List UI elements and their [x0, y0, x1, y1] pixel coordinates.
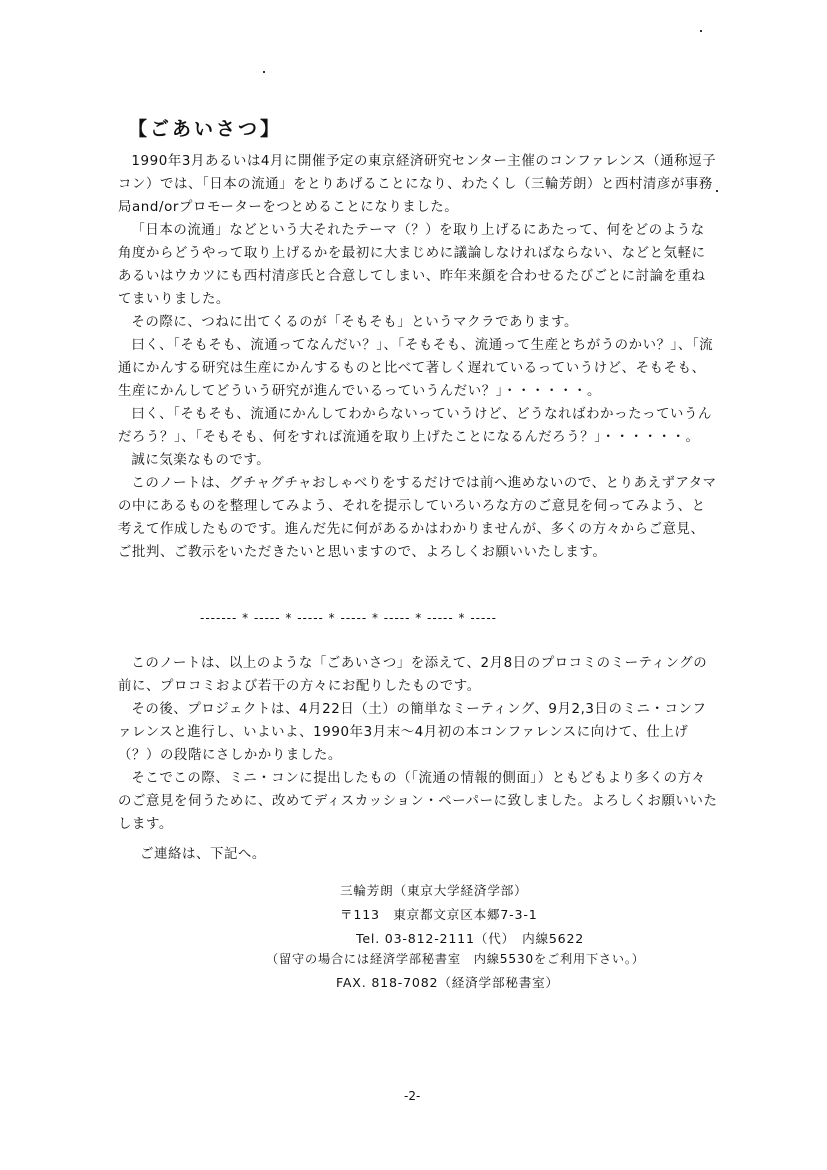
note-paragraph: このノートは、以上のような「ごあいさつ」を添えて、2月8日のプロコミのミーティングの前に、プロコミおよび若干の方々にお配りしたものです。	[118, 656, 708, 694]
greeting-body	[118, 150, 718, 564]
page-number: -2-	[404, 1089, 421, 1103]
contact-lead: ご連絡は、下記へ。	[140, 847, 266, 862]
contact-name: 三輪芳朗（東京大学経済学部）	[340, 883, 528, 898]
scan-speck	[700, 30, 702, 32]
intro-paragraph: 1990年3月あるいは4月に開催予定の東京経済研究センター主催のコンファレンス（通称逗子コン）では、「日本の流通」をとりあげることになり、わたくし（三輪芳朗）と西村清彦が事務局and/orプロモーターをつとめることになりました。	[118, 154, 717, 215]
note-paragraph: その後、プロジェクトは、4月22日（土）の簡単なミーティング、9月2,3日のミニ・コンファレンスと進行し、いよいよ、1990年3月末～4月初の本コンファレンスに向けて、仕上げ（？）の段階にさしかかりました。	[118, 702, 707, 763]
intro-paragraph: このノートは、グチャグチャおしゃべりをするだけでは前へ進めないので、とりあえずアタマの中にあるものを整理してみよう、それを提示していろいろな方のご意見を伺ってみよう、と考えて作成したものです。進んだ先に何があるかはわかりませんが、多くの方々からご意見、ご批判、ご教示をいただきたいと思いますので、よろしくお願いいたします。	[118, 476, 717, 560]
intro-paragraph: その際に、つねに出てくるのが「そもそも」というマクラであります。	[131, 315, 579, 330]
note-paragraph: そこでこの際、ミニ・コンに提出したもの（「流通の情報的側面」）ともどもより多くの方々のご意見を伺うために、改めてディスカッション・ペーパーに致しました。よろしくお願いいたします。	[118, 771, 718, 832]
contact-tel: Tel. 03-812-2111（代） 内線5622	[356, 931, 585, 946]
section-separator: ------- * ----- * ----- * ----- * ----- * ----- * -----	[200, 611, 497, 625]
intro-paragraph: 「日本の流通」などという大それたテーマ（？）を取り上げるにあたって、何をどのような角度からどうやって取り上げるかを最初に大まじめに議論しなければならない、などと気軽にあるいはウカツにも西村清彦氏と合意してしまい、昨年来顔を合わせるたびごとに討論を重ねてまいりました。	[118, 223, 706, 307]
distribution-note-body	[118, 652, 718, 836]
scan-speck	[263, 71, 265, 73]
contact-fax: FAX. 818-7082（経済学部秘書室）	[336, 975, 559, 990]
contact-address: 〒113 東京都文京区本郷7-3-1	[340, 907, 538, 922]
greeting-heading: 【ごあいさつ】	[128, 118, 283, 140]
intro-paragraph: 誠に気楽なものです。	[131, 453, 271, 468]
intro-paragraph: 曰く、「そもそも、流通ってなんだい？」、「そもそも、流通って生産とちがうのかい？」、「流通にかんする研究は生産にかんするものと比べて著しく遅れているっていうけど、そもそも、生産にかんしてどういう研究が進んでいるっていうんだい？」・・・・・・。	[118, 338, 714, 399]
contact-absent-note: （留守の場合には経済学部秘書室 内線5530をご利用下さい。）	[266, 952, 645, 966]
intro-paragraph: 曰く、「そもそも、流通にかんしてわからないっていうけど、どうなればわかったっていうんだろう？」、「そもそも、何をすれば流通を取り上げたことになるんだろう？」・・・・・・。	[118, 407, 713, 445]
